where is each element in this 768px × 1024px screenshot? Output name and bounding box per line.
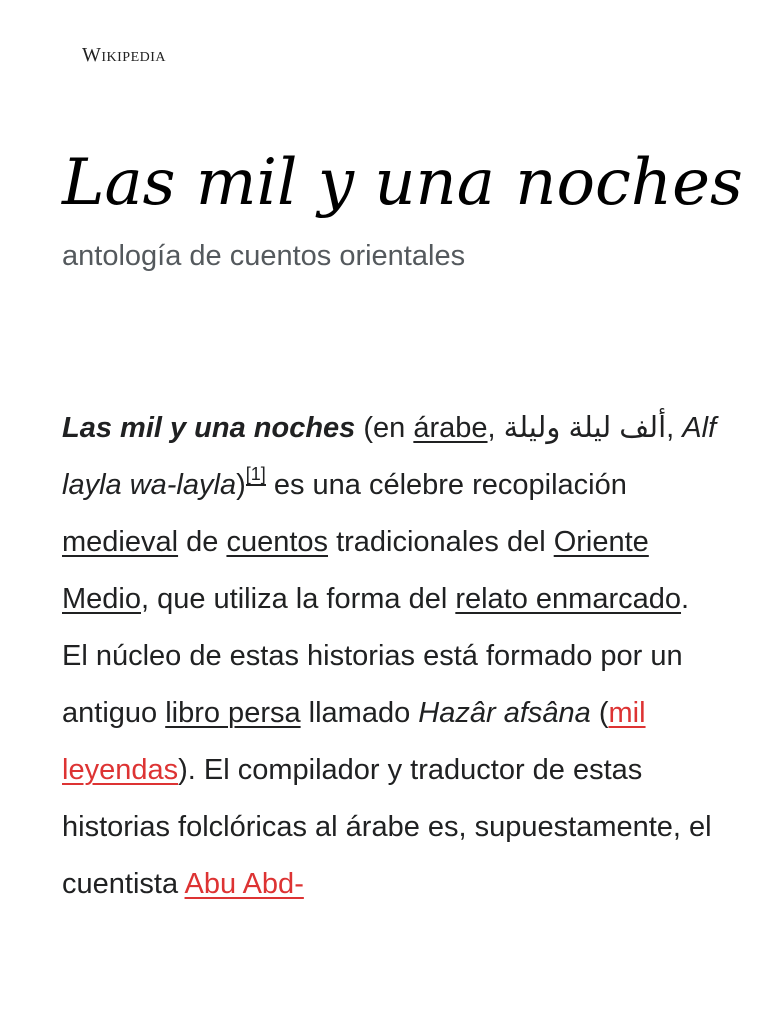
page-title: Las mil y una noches <box>62 146 743 220</box>
link-medieval[interactable]: medieval <box>62 526 179 558</box>
page-description: antología de cuentos orientales <box>62 240 466 272</box>
article-paragraph <box>62 400 722 913</box>
text-segment: es una célebre recopilación <box>265 469 627 501</box>
text-segment: llamado <box>300 697 419 729</box>
link-relato-enmarcado[interactable]: relato enmarcado <box>455 583 682 615</box>
text-segment: . El núcleo de estas historias está formado por un antiguo <box>62 583 690 729</box>
article-bold-title: Las mil y una noches <box>62 412 356 444</box>
text-segment: ) <box>236 469 246 501</box>
wikipedia-logo[interactable]: Wikipedia <box>82 44 167 66</box>
link-cuentos[interactable]: cuentos <box>226 526 329 558</box>
text-segment: , <box>487 412 504 444</box>
book-title: Hazâr afsâna <box>418 697 591 729</box>
text-segment: , <box>666 412 683 444</box>
link-libro-persa[interactable]: libro persa <box>165 697 301 729</box>
text-segment: ). El compilador y traductor de estas historias folclóricas al árabe es, supuestamente, el cuentista <box>62 754 712 900</box>
link-abu-abd[interactable]: Abu Abd- <box>184 868 304 900</box>
text-segment: ( <box>590 697 609 729</box>
text-segment: de <box>178 526 227 558</box>
text-segment: tradicionales del <box>328 526 554 558</box>
text-segment: (en <box>355 412 414 444</box>
transliteration: Alf layla wa-layla <box>62 412 717 501</box>
reference-link-1[interactable]: [1] <box>245 464 266 484</box>
link-oriente-medio[interactable]: Oriente Medio <box>62 526 649 615</box>
link-mil-leyendas[interactable]: mil leyendas <box>62 697 646 786</box>
text-segment: , que utiliza la forma del <box>141 583 456 615</box>
link-arabe[interactable]: árabe <box>413 412 488 444</box>
arabic-name: ألف ليلة وليلة <box>503 412 667 444</box>
reference-superscript <box>246 464 266 486</box>
